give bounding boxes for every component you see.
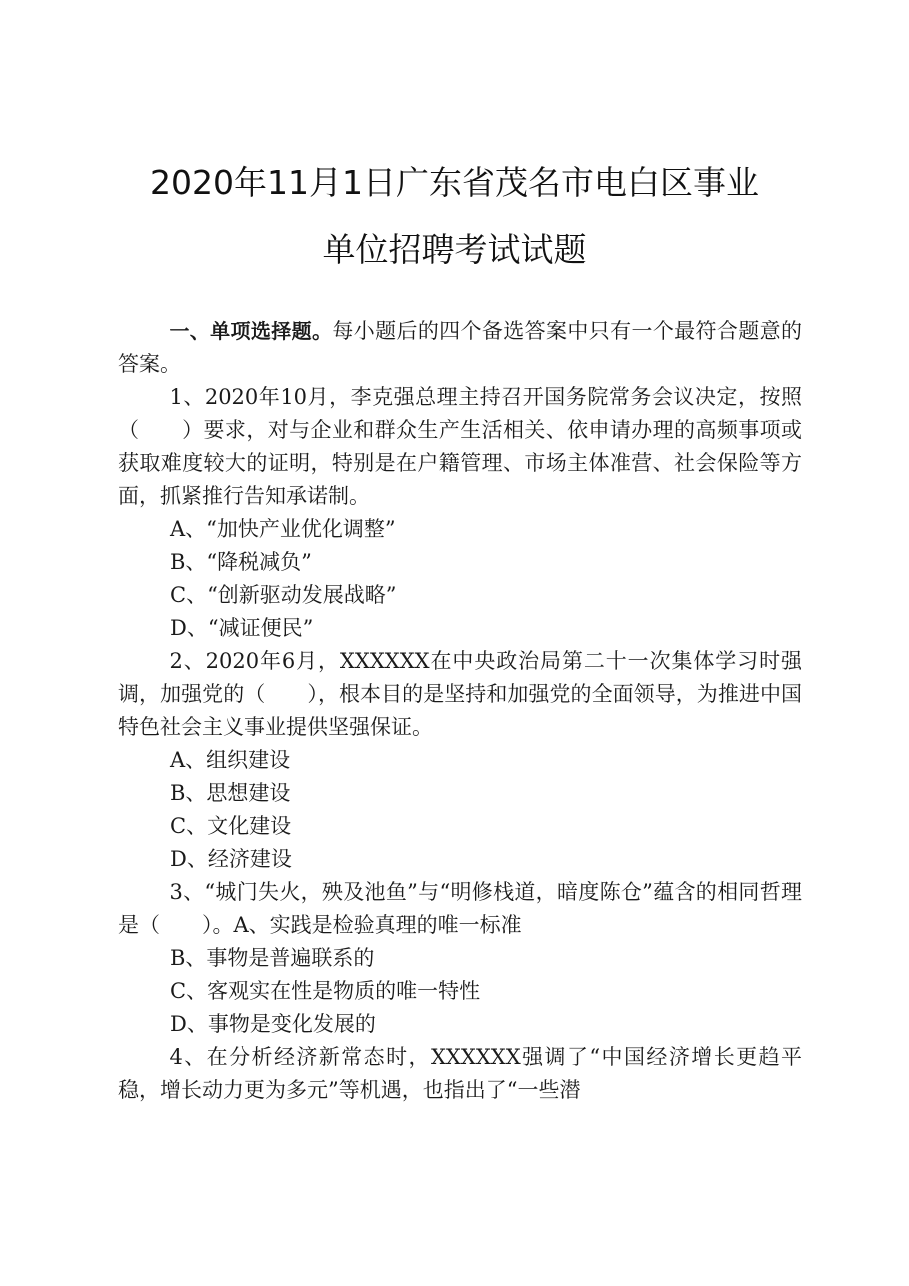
question-1-option-b: B、“降税减负” (170, 550, 312, 574)
question-1-option-a: A、“加快产业优化调整” (170, 517, 396, 541)
question-2-option-a: A、组织建设 (170, 748, 291, 772)
question-1-option-c: C、“创新驱动发展战略” (170, 583, 397, 607)
question-2-stem: 2、2020年6月，XXXXXX在中央政治局第二十一次集体学习时强调，加强党的（ ），根本目的是坚持和加强党的全面领导，为推进中国特色社会主义事业提供坚强保证。 (118, 649, 802, 739)
question-2-option-d: D、经济建设 (170, 847, 292, 871)
section-instruction-text: 每小题后的四个备选答案中只有一个最符合题意的答案。 (118, 319, 803, 376)
section-heading: 一、单项选择题。 (169, 319, 333, 343)
question-3-option-b: B、事物是普遍联系的 (170, 946, 375, 970)
question-2-option-c: C、文化建设 (170, 814, 292, 838)
question-3-stem: 3、“城门失火，殃及池鱼”与“明修栈道，暗度陈仓”蕴含的相同哲理是（ ）。A、实践是检验真理的唯一标准 (118, 880, 802, 937)
question-1-stem: 1、2020年10月，李克强总理主持召开国务院常务会议决定，按照（ ）要求，对与企业和群众生产生活相关、依申请办理的高频事项或获取难度较大的证明，特别是在户籍管理、市场主体准营、社会保险等方面，抓紧推行告知承诺制。 (118, 385, 802, 508)
question-3-option-c: C、客观实在性是物质的唯一特性 (170, 979, 481, 1003)
question-4-stem: 4、在分析经济新常态时，XXXXXX强调了“中国经济增长更趋平稳，增长动力更为多元”等机遇，也指出了“一些潜 (118, 1045, 802, 1102)
document-title-line-2: 单位招聘考试试题 (322, 230, 587, 269)
question-2-option-b: B、思想建设 (170, 781, 291, 805)
question-1-option-d: D、“减证便民” (170, 616, 314, 640)
document-title-line-1: 2020年11月1日广东省茂名市电白区事业 (150, 163, 759, 202)
document-body (118, 315, 802, 1107)
question-3-option-d: D、事物是变化发展的 (170, 1012, 376, 1036)
section-instruction (118, 315, 802, 381)
